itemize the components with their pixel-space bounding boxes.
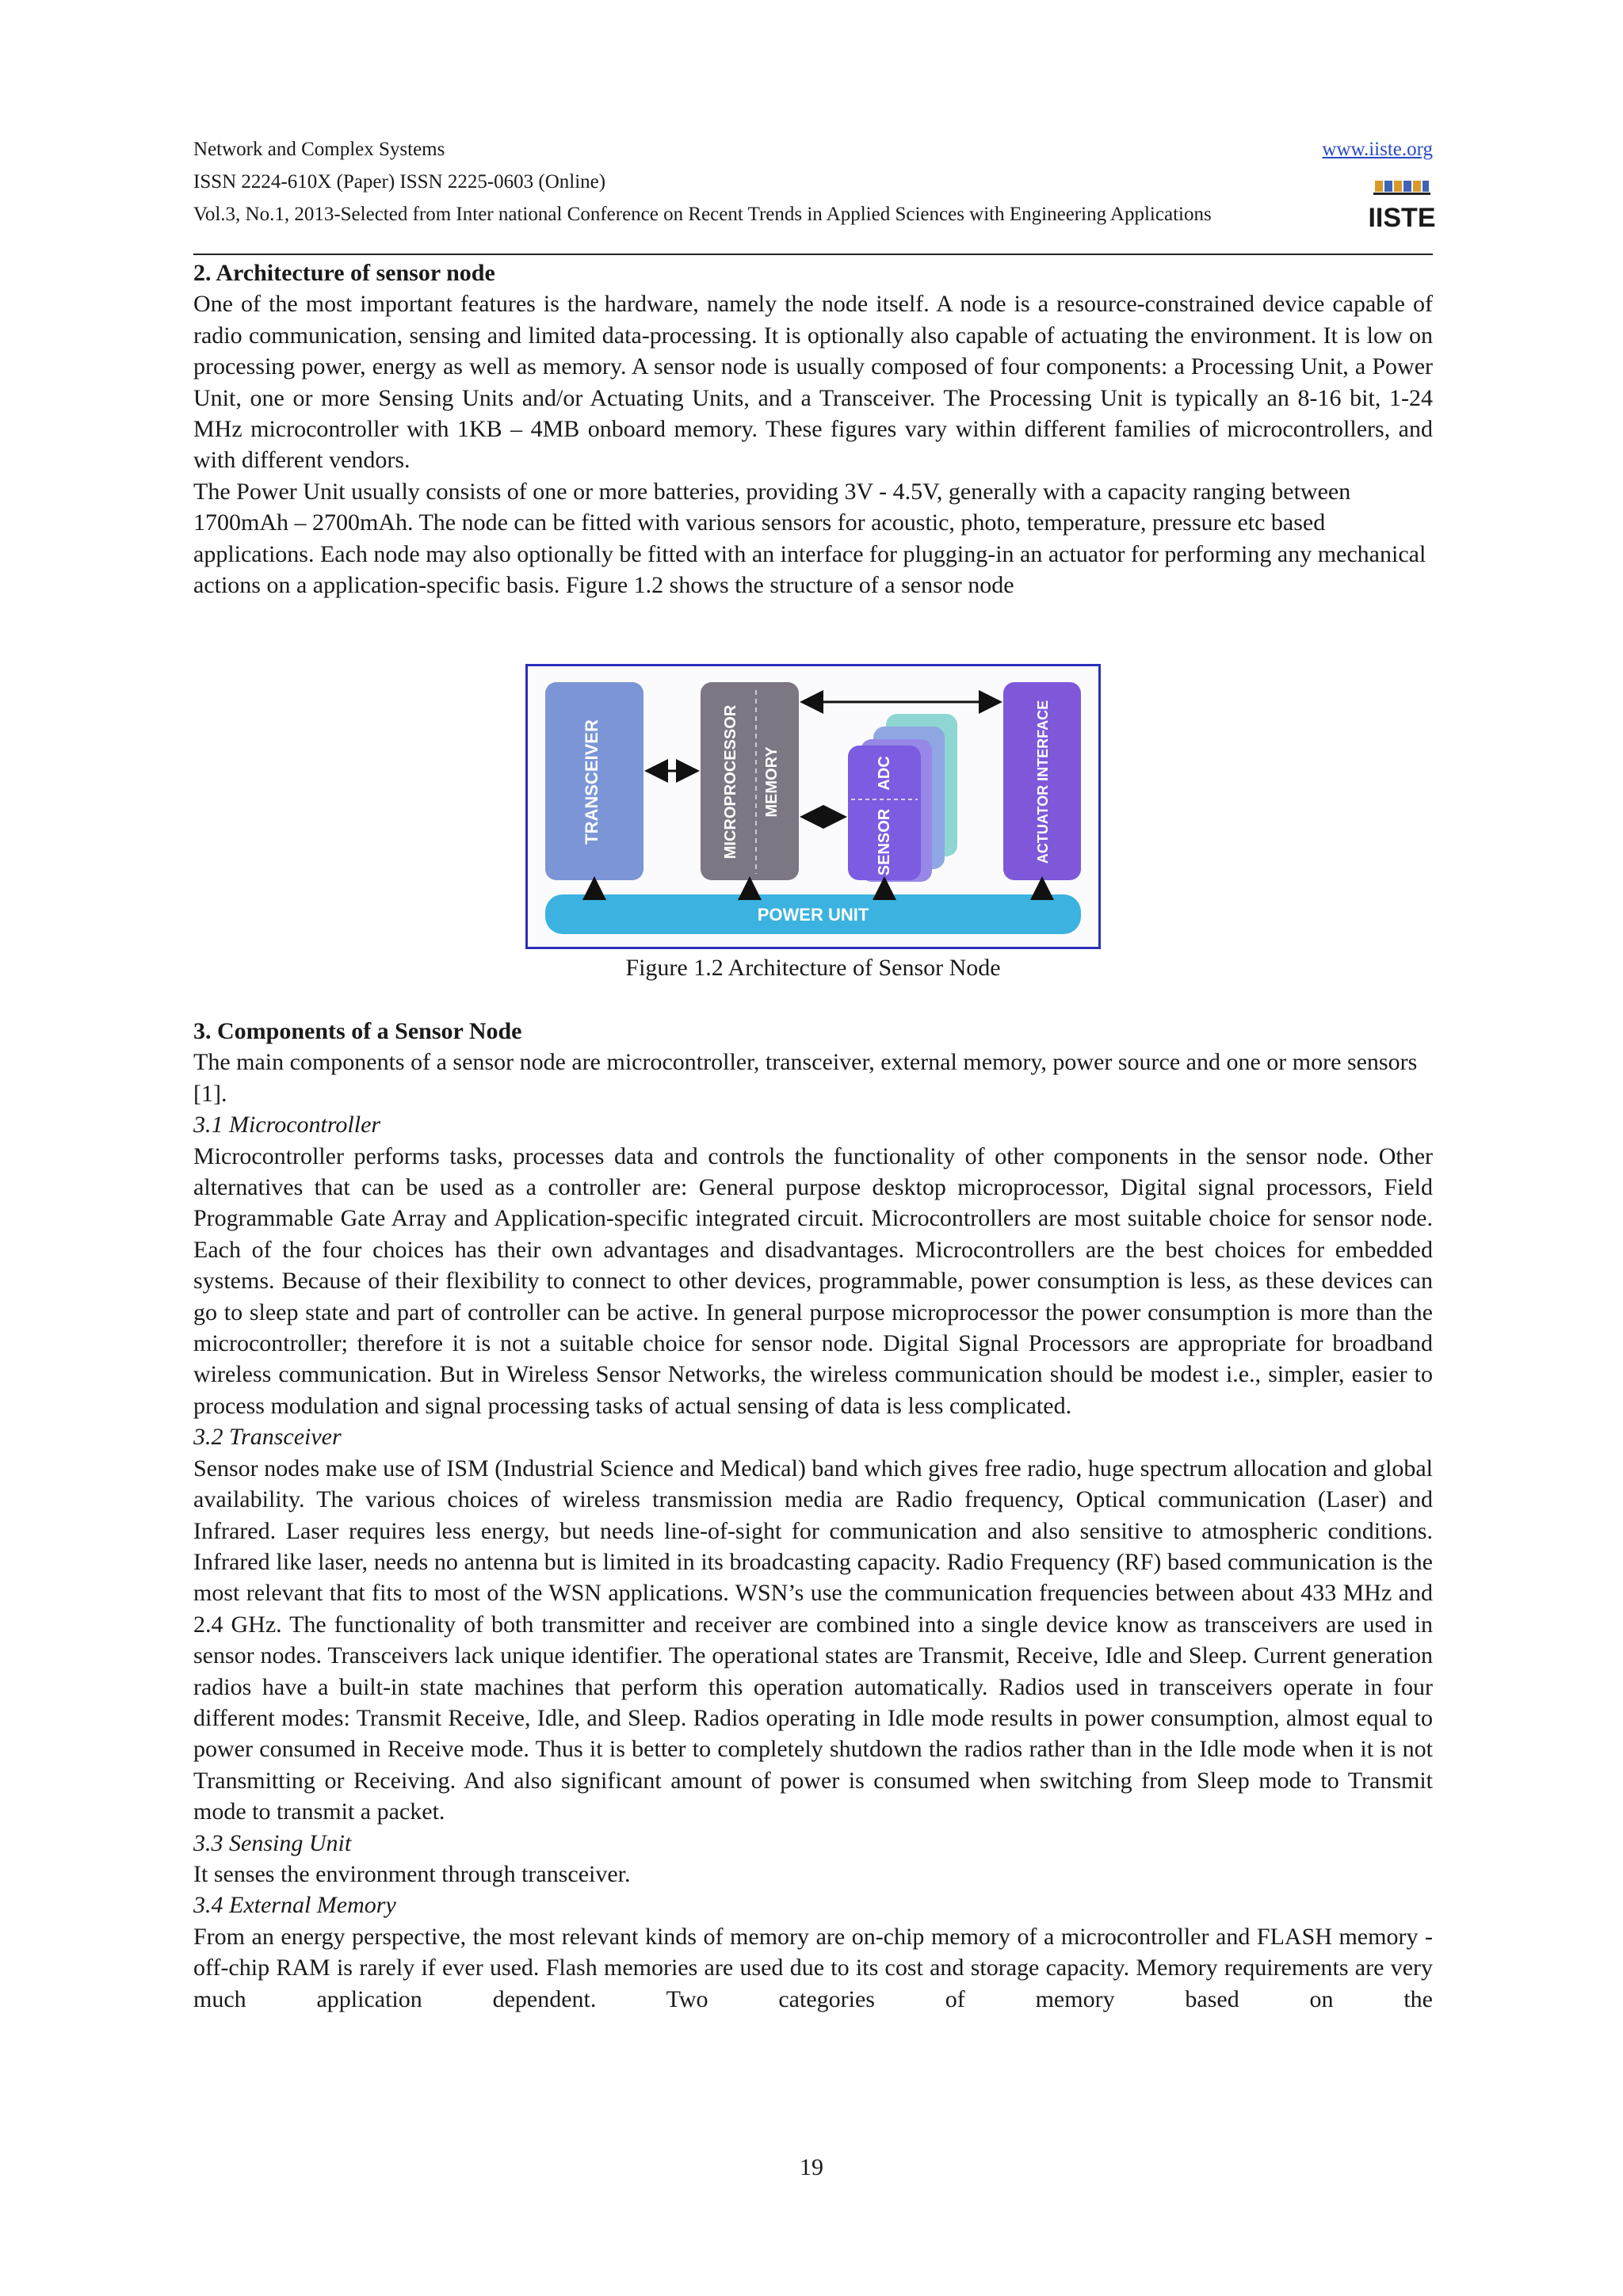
power-unit-label: POWER UNIT	[757, 905, 869, 925]
section-3	[193, 1016, 1433, 2015]
subsection-3-4-body: From an energy perspective, the most relevant kinds of memory are on-chip memory of a microcontroller and FLASH memory - off-chip RAM is rarely if ever used. Flash memories are used due to its cost and storage capacity. Memory requirements are very much application dependent. Two categories of memory based on the	[193, 1923, 1433, 2012]
section-2-paragraph-1: One of the most important features is the hardware, namely the node itself. A node is a resource-constrained device capable of radio communication, sensing and limited data-processing. It is optionally also capable of actuating the environment. It is low on processing power, energy as well as memory. A sensor node is usually composed of four components: a Processing Unit, a Power Unit, one or more Sensing Units and/or Actuating Units, and a Transceiver. The Processing Unit is typically an 8-16 bit, 1-24 MHz microcontroller with 1KB – 4MB onboard memory. These figures vary within different families of microcontrollers, and with different vendors.	[193, 291, 1433, 474]
subsection-3-3-title: 3.3 Sensing Unit	[193, 1829, 352, 1856]
journal-name: Network and Complex Systems	[193, 139, 445, 160]
adc-label: ADC	[876, 756, 893, 791]
page-number: 19	[800, 2154, 823, 2180]
actuator-label: ACTUATOR INTERFACE	[1035, 700, 1051, 864]
microprocessor-block	[701, 682, 799, 880]
section-2-heading: 2. Architecture of sensor node	[193, 260, 495, 286]
section-2-paragraph-2: The Power Unit usually consists of one or more batteries, providing 3V - 4.5V, generally with a capacity ranging between 1700mAh – 2700mAh. The node can be fitted with various sensors for acoustic, photo, temperature, pressure etc based applications. Each node may also optionally be fitted with an interface for plugging-in an actuator for performing any mechanical actions on a application-specific basis. Figure 1.2 shows the structure of a sensor node	[193, 478, 1426, 599]
header-rule	[193, 254, 1433, 255]
logo-text: IISTE	[1368, 203, 1436, 233]
section-2	[193, 257, 1433, 601]
subsection-3-2-body: Sensor nodes make use of ISM (Industrial Science and Medical) band which gives free radio, huge spectrum allocation and global availability. The various choices of wireless transmission media are Radio frequency, Optical communication (Laser) and Infrared. Laser requires less energy, but needs line-of-sight for communication and also sensitive to atmospheric conditions. Infrared like laser, needs no antenna but is limited in its broadcasting capacity. Radio Frequency (RF) based communication is the most relevant that fits to most of the WSN applications. WSN’s use the communication frequencies between about 433 MHz and 2.4 GHz. The functionality of both transmitter and receiver are combined into a single device know as transceivers are used in sensor nodes. Transceivers lack unique identifier. The operational states are Transmit, Receive, Idle and Sleep. Current generation radios have a built-in state machines that perform this operation automatically. Radios used in transceivers operate in four different modes: Transmit Receive, Idle, and Sleep. Radios operating in Idle mode results in power consumption, almost equal to power consumed in Receive mode. Thus it is better to completely shutdown the radios rather than in the Idle mode when it is not Transmitting or Receiving. And also significant amount of power is consumed when switching from Sleep mode to Transmit mode to transmit a packet.	[193, 1455, 1433, 1825]
subsection-3-1-body: Microcontroller performs tasks, processes data and controls the functionality of other components in the sensor node. Other alternatives that can be used as a controller are: General purpose desktop microprocessor, Digital signal processors, Field Programmable Gate Array and Application-specific integrated circuit. Microcontrollers are most suitable choice for sensor node. Each of the four choices has their own advantages and disadvantages. Microcontrollers are the best choices for embedded systems. Because of their flexibility to connect to other devices, programmable, power consumption is less, as these devices can go to sleep state and part of controller can be active. In general purpose microprocessor the power consumption is more than the microcontroller; therefore it is not a suitable choice for sensor node. Digital Signal Processors are appropriate for broadband wireless communication. But in Wireless Sensor Networks, the wireless communication should be modest i.e., simpler, easier to process modulation and signal processing tasks of actual sensing of data is less complicated.	[193, 1142, 1433, 1419]
architecture-diagram	[528, 666, 1098, 947]
subsection-3-3-body: It senses the environment through transceiver.	[193, 1860, 631, 1887]
iiste-logo	[1368, 176, 1436, 233]
architecture-figure	[525, 664, 1101, 949]
subsection-3-1-title: 3.1 Microcontroller	[193, 1112, 381, 1138]
section-3-heading: 3. Components of a Sensor Node	[193, 1018, 522, 1044]
memory-label: MEMORY	[763, 746, 781, 818]
subsection-3-2-title: 3.2 Transceiver	[193, 1424, 342, 1451]
section-3-intro: The main components of a sensor node are microcontroller, transceiver, external memory, power source and one or more sensors [1].	[193, 1049, 1418, 1107]
subsection-3-4-title: 3.4 External Memory	[193, 1892, 396, 1919]
microprocessor-label: MICROPROCESSOR	[722, 704, 739, 860]
sensor-label: SENSOR	[876, 808, 893, 876]
figure-caption: Figure 1.2 Architecture of Sensor Node	[625, 955, 1001, 981]
volume-line: Vol.3, No.1, 2013-Selected from Inter national Conference on Recent Trends in Applied Sciences with Engineering Applications	[193, 204, 1212, 225]
issn-line: ISSN 2224-610X (Paper) ISSN 2225-0603 (Online)	[193, 171, 606, 193]
journal-url-link[interactable]: www.iiste.org	[1322, 139, 1433, 160]
transceiver-label: TRANSCEIVER	[582, 719, 601, 845]
